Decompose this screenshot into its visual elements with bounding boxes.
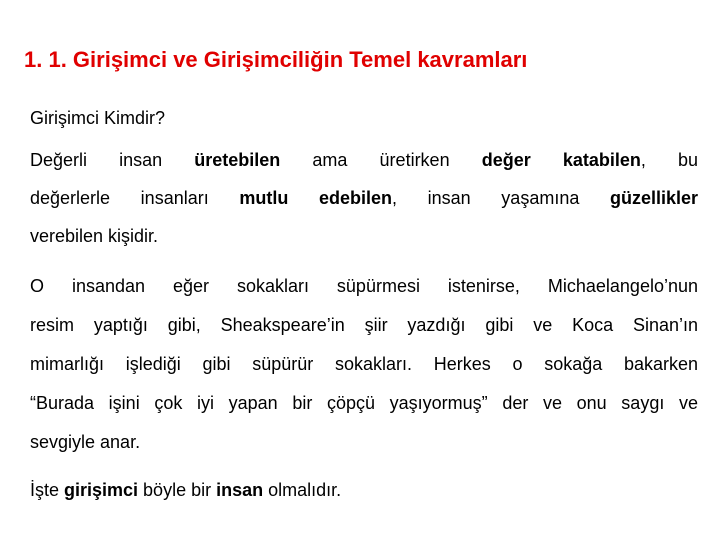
text-span: , bu [640,150,698,170]
text-span: değerlerle insanları [30,188,240,208]
definition-paragraph [30,149,698,247]
bold-span: üretebilen [194,150,281,170]
slide-title: 1. 1. Girişimci ve Girişimciliğin Temel kavramları [24,47,528,72]
conclusion-paragraph [30,479,698,501]
text-span: olmalıdır. [263,480,342,500]
example-line-2: resim yaptığı gibi, Sheakspeare’in şiir yazdığı gibi ve Koca Sinan’ın [30,315,698,335]
text-span: böyle bir [138,480,217,500]
conclusion-line [30,479,698,501]
text-span: Değerli insan [30,150,195,170]
example-line-3: mimarlığı işlediği gibi süpürür sokakları. Herkes o sokağa bakarken [30,354,698,374]
bold-span: girişimci [64,480,139,500]
text-span: ama üretirken [280,150,482,170]
bold-span: mutlu edebilen [239,188,393,208]
text-span: , insan yaşamına [392,188,610,208]
bold-span: değer katabilen [481,150,641,170]
bold-span: güzellikler [609,188,699,208]
example-line-1: O insandan eğer sokakları süpürmesi istenirse, Michaelangelo’nun [30,276,698,296]
definition-line-2 [30,187,698,209]
example-line-4: “Burada işini çok iyi yapan bir çöpçü yaşıyormuş” der ve onu saygı ve [30,393,698,413]
definition-line-1 [30,149,698,171]
bold-span: insan [216,480,264,500]
text-span: İşte [30,480,65,500]
example-line-5: sevgiyle anar. [30,432,141,452]
slide-subtitle: Girişimci Kimdir? [30,108,165,128]
definition-line-3: verebilen kişidir. [30,226,159,246]
example-paragraph [30,275,698,453]
